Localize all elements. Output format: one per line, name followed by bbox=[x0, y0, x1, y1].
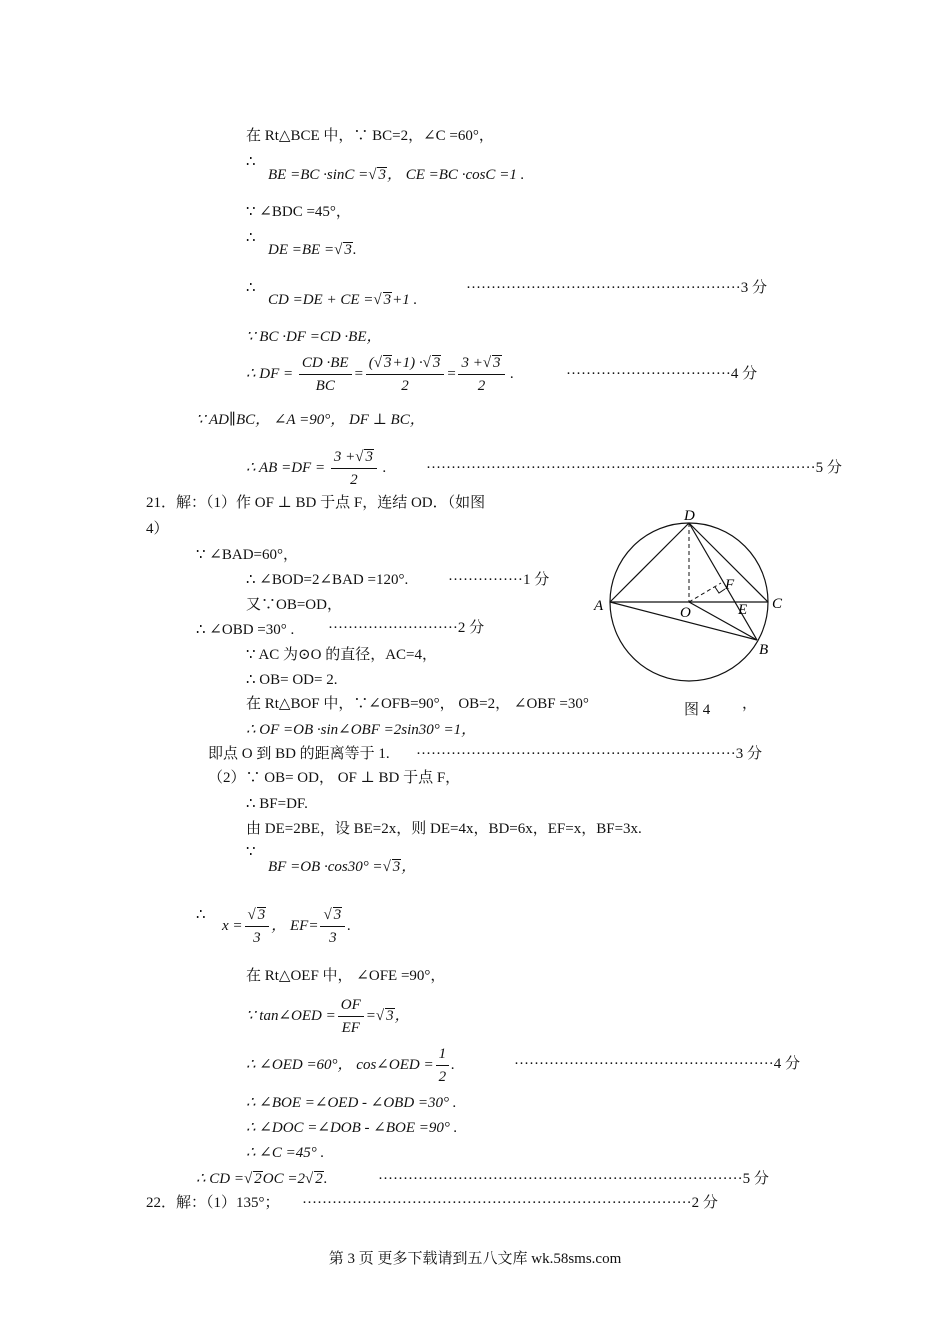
fraction bbox=[331, 446, 377, 491]
score: 3 分 bbox=[735, 746, 762, 762]
line-rt-bof: 在 Rt△BOF 中，∵∠OFB=90°， OB=2， ∠OBF =30° bbox=[246, 696, 589, 712]
text: ∴ ∠OED =60°， cos∠OED = bbox=[246, 1056, 434, 1073]
fraction bbox=[458, 352, 504, 397]
line-angle-c: ∴ ∠C =45° . bbox=[246, 1145, 325, 1161]
sqrt-value: 2 bbox=[315, 1171, 323, 1187]
line-angle-bod: ∴ ∠BOD=2∠BAD =120°. bbox=[246, 572, 409, 588]
text: . bbox=[451, 1056, 455, 1073]
text: = bbox=[353, 365, 364, 382]
line-part2: （2）∵ OB= OD， OF ⊥ BD 于点 F， bbox=[208, 770, 461, 786]
question-22-heading: 22．解：（1）135°； bbox=[146, 1195, 280, 1211]
fraction bbox=[436, 1043, 450, 1088]
line-x-value bbox=[222, 904, 351, 949]
denominator: 2 bbox=[438, 1069, 447, 1085]
therefore-symbol: ∴ bbox=[246, 154, 256, 170]
therefore-symbol: ∴ bbox=[246, 280, 256, 296]
denominator: 2 bbox=[350, 472, 358, 488]
text: . bbox=[382, 459, 387, 476]
numerator: √ 3 bbox=[245, 904, 270, 927]
score: 3 分 bbox=[740, 280, 767, 296]
numerator: (√ 3+1) ·√ 3 bbox=[366, 352, 445, 375]
numerator: CD ·BE bbox=[299, 352, 352, 375]
sqrt-value: 3 bbox=[344, 242, 352, 258]
text: ， CE =BC ·cosC =1 . bbox=[386, 167, 525, 183]
line-angle-doc: ∴ ∠DOC =∠DOB - ∠BOE =90° . bbox=[246, 1120, 458, 1136]
numerator: 1 bbox=[436, 1043, 450, 1066]
label-d: D bbox=[684, 508, 695, 524]
denominator: 2 bbox=[401, 378, 409, 394]
text: ∴ CD = bbox=[196, 1171, 245, 1187]
score-line: ···············1 分 bbox=[448, 572, 550, 588]
label-a: A bbox=[594, 598, 604, 614]
text: ∴ AB =DF = bbox=[246, 459, 326, 476]
segment-ad bbox=[610, 523, 689, 602]
score: 1 分 bbox=[522, 572, 550, 588]
numerator: 3 +√ 3 bbox=[458, 352, 504, 375]
page-footer: 第 3 页 更多下载请到五八文库 wk.58sms.com bbox=[328, 1251, 622, 1267]
segment-of-dashed bbox=[689, 583, 721, 602]
label-b: B bbox=[759, 642, 769, 658]
numerator: 3 +√ 3 bbox=[331, 446, 377, 469]
text: 3 + bbox=[333, 449, 356, 465]
denominator: 2 bbox=[477, 378, 486, 394]
denominator: 3 bbox=[253, 930, 261, 946]
text: = bbox=[365, 1007, 376, 1024]
sqrt-value: 3 bbox=[383, 355, 392, 371]
line-cd-final: ∴ CD =√ 2OC =2√ 2. bbox=[196, 1171, 328, 1187]
line-of-value: ∴ OF =OB ·sin∠OBF =2sin30° =1， bbox=[246, 722, 477, 738]
line-angle-oed bbox=[246, 1043, 455, 1088]
line-ac-diameter: ∵ AC 为⊙O 的直径，AC=4， bbox=[246, 647, 438, 663]
score: 5 分 bbox=[742, 1171, 769, 1187]
line-distance: 即点 O 到 BD 的距离等于 1. bbox=[208, 746, 390, 762]
text: . bbox=[347, 917, 351, 934]
line-bf-df: ∴ BF=DF. bbox=[246, 796, 308, 812]
label-f: F bbox=[725, 577, 735, 593]
sqrt-value: 2 bbox=[254, 1171, 262, 1187]
line-ob-value: ∴ OB= OD= 2. bbox=[246, 672, 338, 688]
score-line: ····················································4 分 bbox=[514, 1056, 801, 1072]
text: ， bbox=[394, 1007, 410, 1024]
text: = bbox=[446, 365, 457, 382]
line-bf-value: BF =OB ·cos30° =√ 3， bbox=[268, 859, 417, 875]
text: BE =BC ·sinC = bbox=[268, 167, 369, 183]
line-ab-value bbox=[246, 446, 386, 491]
line-be-value: BE =BC ·sinC =√ 3， CE =BC ·cosC =1 . bbox=[268, 167, 525, 183]
text: . bbox=[510, 365, 515, 382]
score: 2 分 bbox=[457, 620, 485, 636]
because-symbol: ∵ bbox=[246, 844, 256, 860]
figure-caption: 图 4 bbox=[684, 702, 711, 718]
score-line: ··························2 分 bbox=[328, 620, 485, 636]
score-line: ·································4 分 bbox=[566, 366, 758, 382]
sqrt-value: 3 bbox=[386, 1007, 394, 1024]
label-e: E bbox=[738, 602, 748, 618]
score-line: ·······················································3 分 bbox=[466, 280, 767, 296]
line-rt-bce: 在 Rt△BCE 中，∵ BC=2，∠C =60°， bbox=[246, 128, 494, 144]
geometry-figure bbox=[588, 504, 788, 704]
line-tan-oed: ∵ tan∠OED = $\frac{OF}{EF}$ =√ 3， bbox=[246, 994, 410, 1039]
text: ， bbox=[401, 859, 417, 875]
text: ∵ tan∠OED = bbox=[246, 1007, 336, 1024]
text: +1) · bbox=[392, 355, 423, 371]
score-line: ································································3 分 bbox=[416, 746, 762, 762]
fraction bbox=[299, 352, 352, 397]
text: BF =OB ·cos30° = bbox=[268, 859, 383, 875]
score-line: ··············································································5 分 bbox=[426, 460, 842, 476]
sqrt-value: 3 bbox=[493, 355, 501, 371]
sqrt-value: 3 bbox=[383, 292, 392, 308]
score: 4 分 bbox=[773, 1056, 801, 1072]
line-de-2be: 由 DE=2BE，设 BE=2x，则 DE=4x，BD=6x，EF=x，BF=3x. bbox=[246, 821, 642, 837]
fraction bbox=[338, 994, 364, 1039]
line-angle-bad: ∵ ∠BAD=60°， bbox=[196, 547, 298, 563]
label-c: C bbox=[772, 596, 783, 612]
comma: ， bbox=[742, 696, 758, 712]
fraction bbox=[245, 904, 270, 949]
text: ， EF= bbox=[271, 917, 319, 934]
score: 5 分 bbox=[815, 460, 842, 476]
line-angle-obd: ∴ ∠OBD =30° . bbox=[196, 622, 295, 638]
text: . bbox=[323, 1171, 328, 1187]
line-rt-oef: 在 Rt△OEF 中， ∠OFE =90°， bbox=[246, 968, 446, 984]
right-angle-mark bbox=[715, 587, 725, 593]
line-ob-od: 又∵OB=OD， bbox=[246, 597, 342, 613]
numerator: √ 3 bbox=[320, 904, 345, 927]
score: 4 分 bbox=[730, 366, 758, 382]
text: ∴ DF = bbox=[246, 365, 294, 382]
score-line: ·········································································5 分 bbox=[378, 1171, 769, 1187]
line-cd-value: CD =DE + CE =√ 3+1 . bbox=[268, 292, 418, 308]
question-21-heading: 21．解：（1）作 OF ⊥ BD 于点 F，连结 OD．（如图 bbox=[146, 495, 486, 511]
sqrt-value: 3 bbox=[378, 167, 386, 183]
fraction bbox=[320, 904, 345, 949]
therefore-symbol: ∴ bbox=[246, 230, 256, 246]
numerator: OF bbox=[338, 994, 364, 1017]
denominator: EF bbox=[341, 1020, 360, 1036]
text: . bbox=[352, 242, 357, 258]
score-line: ··············································································2 分 bbox=[302, 1195, 718, 1211]
text: 3 + bbox=[461, 355, 483, 371]
text: +1 . bbox=[392, 292, 418, 308]
text: ( bbox=[368, 355, 374, 371]
line-bc-df: ∵ BC ·DF =CD ·BE， bbox=[246, 329, 382, 345]
question-21-heading-cont: 4） bbox=[146, 521, 169, 537]
label-o: O bbox=[680, 605, 691, 621]
text: OC =2 bbox=[262, 1171, 305, 1187]
score: 2 分 bbox=[691, 1195, 718, 1211]
text: DE =BE = bbox=[268, 242, 335, 258]
sqrt-value: 3 bbox=[432, 355, 441, 371]
text: x = bbox=[222, 917, 243, 934]
sqrt-value: 3 bbox=[392, 859, 401, 875]
line-ad-parallel: ∵ AD∥BC， ∠A =90°， DF ⊥ BC， bbox=[196, 412, 425, 428]
line-de-value: DE =BE =√ 3. bbox=[268, 242, 357, 258]
therefore-symbol: ∴ bbox=[196, 907, 206, 923]
line-df-value bbox=[246, 352, 514, 397]
line-angle-boe: ∴ ∠BOE =∠OED - ∠OBD =30° . bbox=[246, 1095, 457, 1111]
sqrt-value: 3 bbox=[365, 449, 373, 465]
text: CD =DE + CE = bbox=[268, 292, 374, 308]
denominator: 3 bbox=[329, 930, 337, 946]
sqrt-value: 3 bbox=[257, 907, 266, 923]
sqrt-value: 3 bbox=[333, 907, 342, 923]
line-angle-bdc: ∵ ∠BDC =45°， bbox=[246, 204, 351, 220]
fraction bbox=[366, 352, 445, 397]
denominator: BC bbox=[315, 378, 335, 394]
